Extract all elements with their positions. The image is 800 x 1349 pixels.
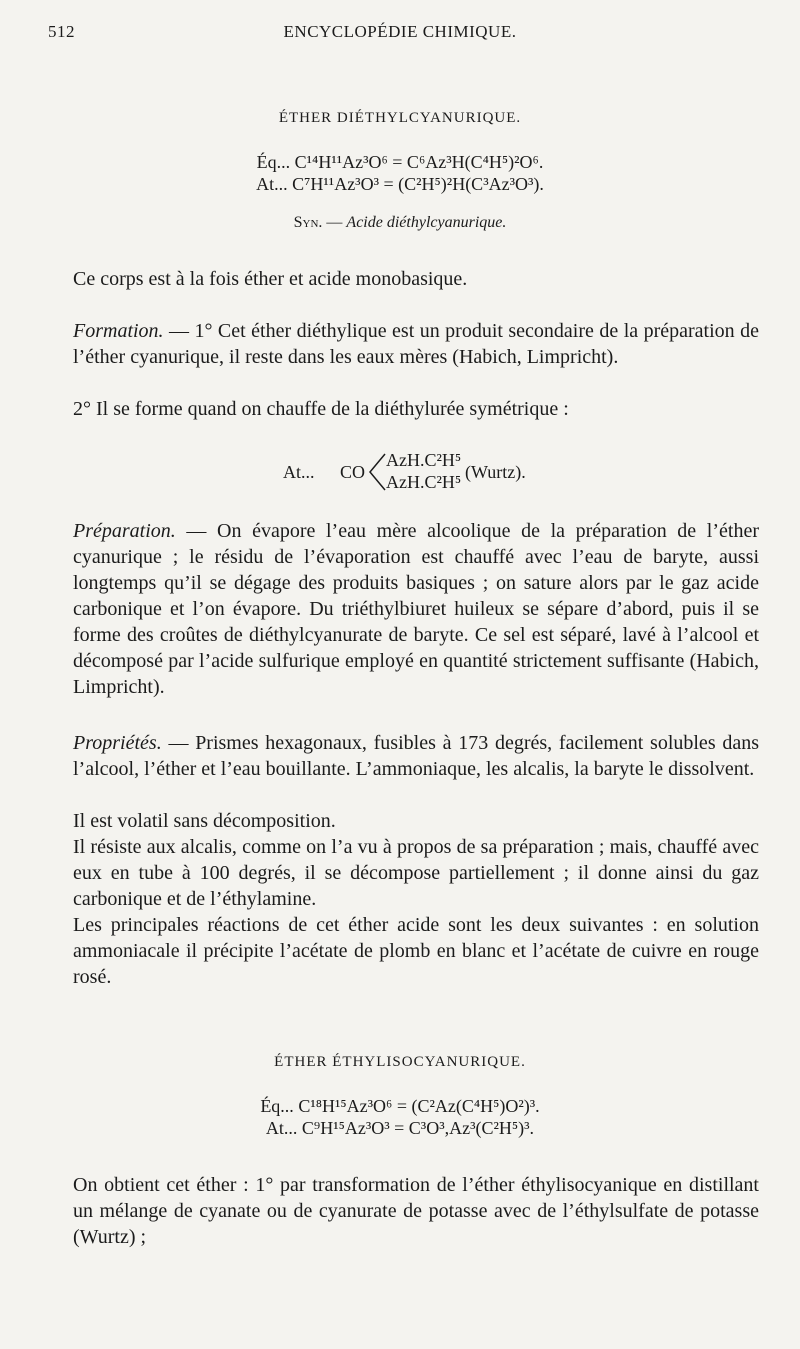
eq-formula: C¹⁸H¹⁵Az³O⁶ = (C²Az(C⁴H⁵)O²)³. — [298, 1096, 540, 1116]
struct-center: CO — [340, 462, 366, 482]
formation-text: — 1° Cet éther diéthylique est un produit secondaire de la préparation de l’éther cyanurique, il reste dans les eaux mères (Habich, Limpricht). — [73, 320, 759, 368]
struct-branch-1: AzH.C²H⁵ — [386, 450, 462, 470]
eq-prefix: Éq... — [260, 1096, 294, 1116]
at-prefix: At... — [265, 1118, 298, 1138]
synonym-line — [0, 214, 800, 232]
formation-label: Formation. — [73, 320, 164, 342]
at-formula: C⁹H¹⁵Az³O³ = C³O³,Az³(C²H⁵)³. — [301, 1118, 535, 1138]
syn-text: Acide diéthylcyanurique. — [346, 214, 507, 231]
branch-bracket-icon — [367, 450, 387, 494]
running-title: ENCYCLOPÉDIE CHIMIQUE. — [283, 22, 517, 41]
page-header — [0, 22, 800, 50]
preparation-label: Préparation. — [73, 520, 176, 542]
atomic-formula-2 — [0, 1118, 800, 1139]
page-number: 512 — [48, 22, 75, 41]
reactions-paragraph: Les principales réactions de cet éther acide sont les deux suivantes : en solution ammoniacale il précipite l’acétate de plomb en blanc et l’acétate de cuivre en rouge rosé. — [73, 914, 759, 988]
formation-2-paragraph: 2° Il se forme quand on chauffe de la diéthylurée symétrique : — [73, 398, 569, 420]
formation-paragraph — [73, 318, 759, 370]
section-title-ethylisocyanurique: ÉTHER ÉTHYLISOCYANURIQUE. — [274, 1054, 526, 1070]
struct-ref: (Wurtz). — [465, 462, 526, 482]
preparation-paragraph — [73, 518, 759, 700]
equivalent-formula-1 — [0, 152, 800, 173]
eq-prefix: Éq... — [256, 152, 291, 172]
resiste-paragraph: Il résiste aux alcalis, comme on l’a vu à propos de sa préparation ; mais, chauffé avec eux en tube à 100 degrés, il se décompose partiellement ; il donne ainsi du gaz carbonique et de l’éthylamine. — [73, 836, 759, 910]
at-prefix: At... — [256, 174, 288, 194]
section-title-diethylcyanurique: ÉTHER DIÉTHYLCYANURIQUE. — [278, 110, 522, 126]
atomic-formula-1 — [0, 174, 800, 195]
obtention-paragraph: On obtient cet éther : 1° par transformation de l’éther éthylisocyanique en distillant un mélange de cyanate ou de cyanurate de potasse avec de l’éthylsulfate de potasse (Wurtz) ; — [73, 1174, 759, 1248]
structural-formula — [283, 450, 583, 500]
syn-label: Syn. — [293, 214, 323, 231]
volatil-paragraph: Il est volatil sans décomposition. — [73, 810, 336, 832]
equivalent-formula-2 — [0, 1096, 800, 1117]
eq-formula: C¹⁴H¹¹Az³O⁶ = C⁶Az³H(C⁴H⁵)²O⁶. — [294, 152, 544, 172]
preparation-text: — On évapore l’eau mère alcoolique de la préparation de l’éther cyanurique ; le résidu de l’évaporation est chauffé avec l’eau de baryte, aussi longtemps qu’il se dégage des produits basiques ; on sature alors par le gaz acide carbonique et l’on évapore. Du triéthylbiuret huileux se sépare d’abord, puis il se forme des croûtes de diéthylcyanurate de baryte. Ce sel est séparé, lavé à l’alcool et décomposé par l’acide sulfurique employé en quantité strictement suffisante (Habich, Limpricht). — [73, 520, 759, 698]
proprietes-text: — Prismes hexagonaux, fusibles à 173 degrés, facilement solubles dans l’alcool, l’éther et l’eau bouillante. L’ammoniaque, les alcalis, la baryte le dissolvent. — [73, 732, 759, 780]
at-formula: C⁷H¹¹Az³O³ = (C²H⁵)²H(C³Az³O³). — [292, 174, 544, 194]
proprietes-paragraph — [73, 730, 759, 782]
intro-paragraph: Ce corps est à la fois éther et acide monobasique. — [73, 268, 468, 290]
struct-branch-2: AzH.C²H⁵ — [386, 472, 462, 492]
proprietes-label: Propriétés. — [73, 732, 162, 754]
syn-dash: — — [322, 214, 347, 231]
struct-prefix: At... — [283, 462, 315, 482]
